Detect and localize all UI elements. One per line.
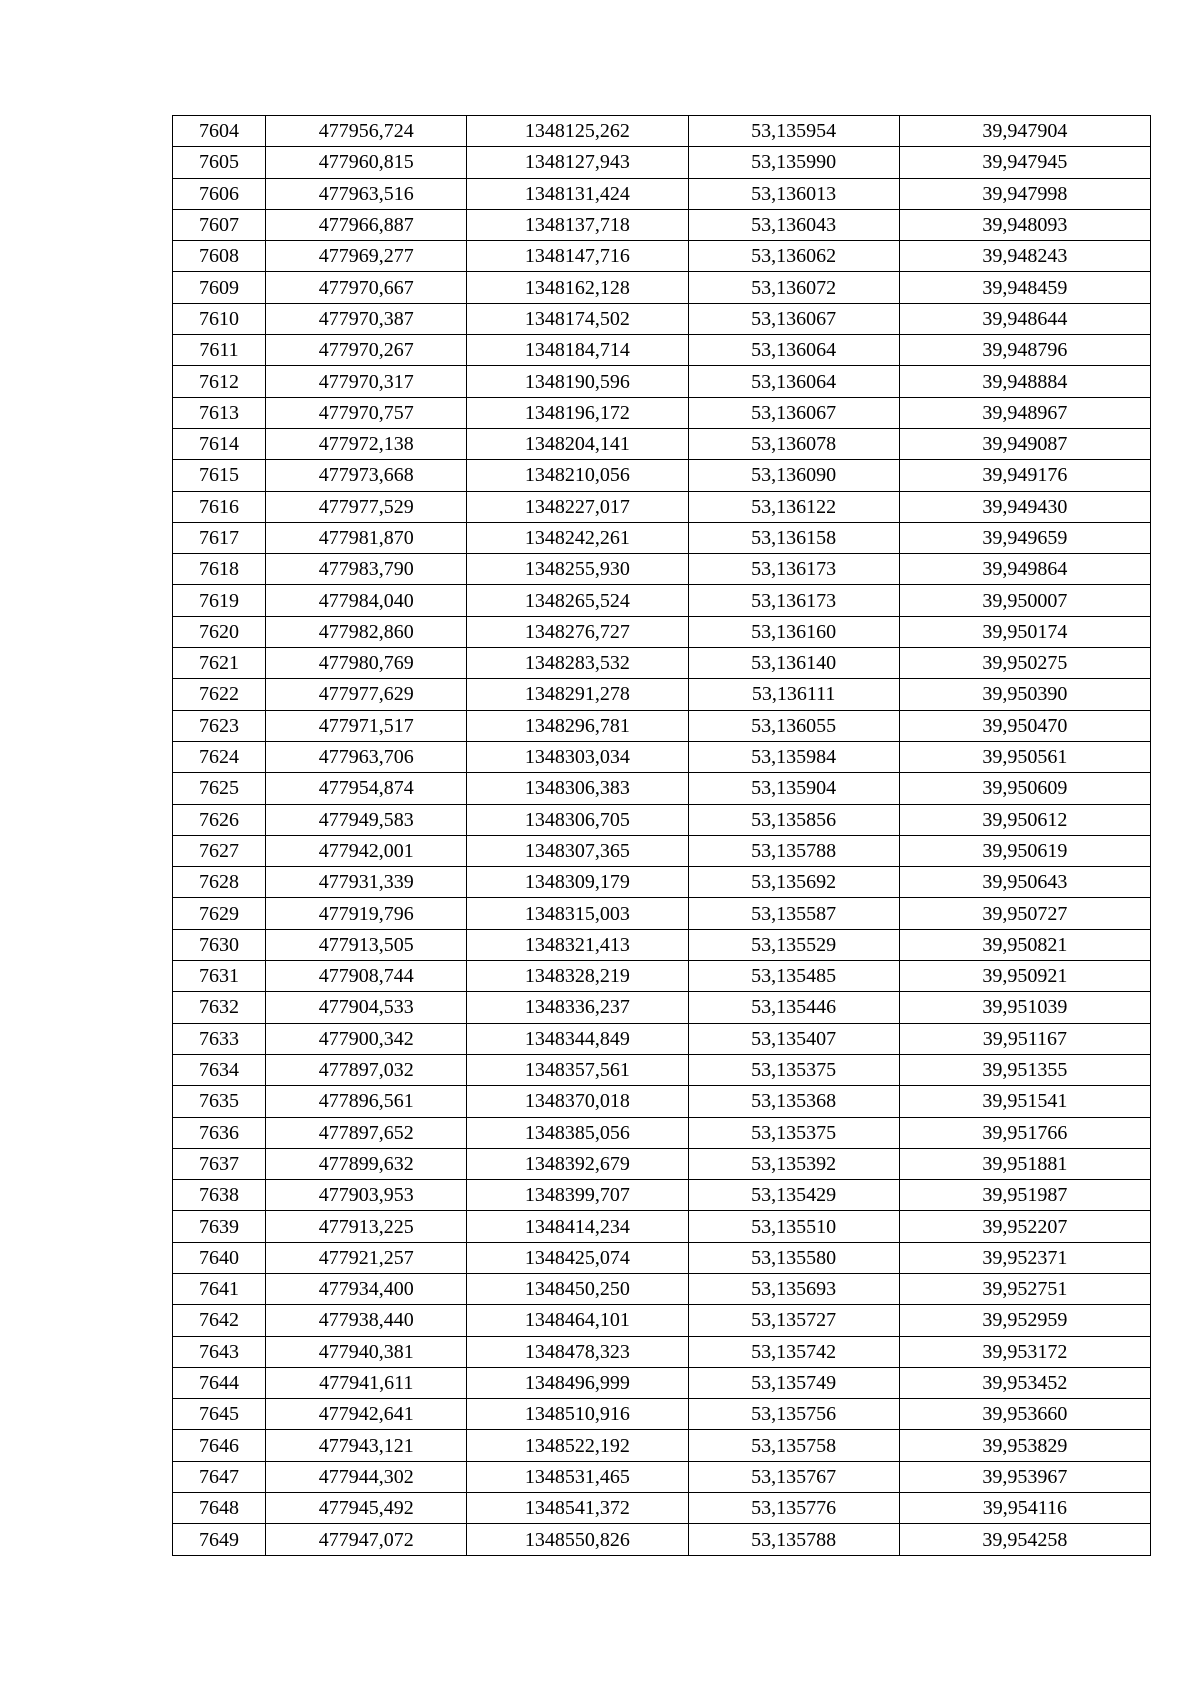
point-number-cell: 7639 (173, 1211, 266, 1242)
x-coordinate-cell: 477970,267 (266, 335, 467, 366)
point-number-cell: 7635 (173, 1086, 266, 1117)
longitude-cell: 39,949864 (899, 554, 1150, 585)
point-number-cell: 7610 (173, 303, 266, 334)
table-row (173, 1148, 1151, 1179)
table-row (173, 1023, 1151, 1054)
point-number-cell: 7629 (173, 898, 266, 929)
x-coordinate-cell: 477970,317 (266, 366, 467, 397)
table-row (173, 116, 1151, 147)
latitude-cell: 53,136064 (688, 335, 899, 366)
point-number-cell: 7614 (173, 428, 266, 459)
latitude-cell: 53,135742 (688, 1336, 899, 1367)
latitude-cell: 53,135368 (688, 1086, 899, 1117)
x-coordinate-cell: 477977,629 (266, 679, 467, 710)
longitude-cell: 39,951039 (899, 992, 1150, 1023)
longitude-cell: 39,950390 (899, 679, 1150, 710)
longitude-cell: 39,947998 (899, 178, 1150, 209)
table-row (173, 1461, 1151, 1492)
x-coordinate-cell: 477971,517 (266, 710, 467, 741)
latitude-cell: 53,136013 (688, 178, 899, 209)
x-coordinate-cell: 477921,257 (266, 1242, 467, 1273)
y-coordinate-cell: 1348464,101 (467, 1305, 688, 1336)
point-number-cell: 7604 (173, 116, 266, 147)
point-number-cell: 7607 (173, 209, 266, 240)
latitude-cell: 53,135485 (688, 961, 899, 992)
latitude-cell: 53,135580 (688, 1242, 899, 1273)
table-row (173, 1086, 1151, 1117)
latitude-cell: 53,135375 (688, 1117, 899, 1148)
y-coordinate-cell: 1348328,219 (467, 961, 688, 992)
x-coordinate-cell: 477941,611 (266, 1367, 467, 1398)
longitude-cell: 39,950921 (899, 961, 1150, 992)
y-coordinate-cell: 1348315,003 (467, 898, 688, 929)
x-coordinate-cell: 477954,874 (266, 773, 467, 804)
x-coordinate-cell: 477980,769 (266, 648, 467, 679)
x-coordinate-cell: 477982,860 (266, 616, 467, 647)
point-number-cell: 7608 (173, 241, 266, 272)
y-coordinate-cell: 1348147,716 (467, 241, 688, 272)
longitude-cell: 39,950821 (899, 929, 1150, 960)
table-row (173, 804, 1151, 835)
x-coordinate-cell: 477897,032 (266, 1054, 467, 1085)
y-coordinate-cell: 1348131,424 (467, 178, 688, 209)
point-number-cell: 7620 (173, 616, 266, 647)
y-coordinate-cell: 1348190,596 (467, 366, 688, 397)
x-coordinate-cell: 477940,381 (266, 1336, 467, 1367)
latitude-cell: 53,135693 (688, 1273, 899, 1304)
point-number-cell: 7644 (173, 1367, 266, 1398)
longitude-cell: 39,951355 (899, 1054, 1150, 1085)
y-coordinate-cell: 1348510,916 (467, 1399, 688, 1430)
y-coordinate-cell: 1348283,532 (467, 648, 688, 679)
point-number-cell: 7606 (173, 178, 266, 209)
longitude-cell: 39,950007 (899, 585, 1150, 616)
table-row (173, 992, 1151, 1023)
table-row (173, 428, 1151, 459)
latitude-cell: 53,136173 (688, 585, 899, 616)
point-number-cell: 7645 (173, 1399, 266, 1430)
table-row (173, 1242, 1151, 1273)
table-row (173, 710, 1151, 741)
point-number-cell: 7625 (173, 773, 266, 804)
point-number-cell: 7640 (173, 1242, 266, 1273)
point-number-cell: 7618 (173, 554, 266, 585)
table-row (173, 397, 1151, 428)
longitude-cell: 39,953829 (899, 1430, 1150, 1461)
longitude-cell: 39,949176 (899, 460, 1150, 491)
longitude-cell: 39,950470 (899, 710, 1150, 741)
x-coordinate-cell: 477984,040 (266, 585, 467, 616)
x-coordinate-cell: 477942,641 (266, 1399, 467, 1430)
longitude-cell: 39,950727 (899, 898, 1150, 929)
latitude-cell: 53,136055 (688, 710, 899, 741)
latitude-cell: 53,135446 (688, 992, 899, 1023)
y-coordinate-cell: 1348291,278 (467, 679, 688, 710)
latitude-cell: 53,135776 (688, 1493, 899, 1524)
point-number-cell: 7605 (173, 147, 266, 178)
latitude-cell: 53,135904 (688, 773, 899, 804)
latitude-cell: 53,136140 (688, 648, 899, 679)
point-number-cell: 7628 (173, 867, 266, 898)
y-coordinate-cell: 1348210,056 (467, 460, 688, 491)
longitude-cell: 39,952207 (899, 1211, 1150, 1242)
y-coordinate-cell: 1348306,705 (467, 804, 688, 835)
y-coordinate-cell: 1348385,056 (467, 1117, 688, 1148)
y-coordinate-cell: 1348425,074 (467, 1242, 688, 1273)
longitude-cell: 39,950275 (899, 648, 1150, 679)
latitude-cell: 53,135788 (688, 1524, 899, 1555)
table-row (173, 366, 1151, 397)
point-number-cell: 7626 (173, 804, 266, 835)
table-row (173, 616, 1151, 647)
y-coordinate-cell: 1348307,365 (467, 835, 688, 866)
point-number-cell: 7616 (173, 491, 266, 522)
point-number-cell: 7646 (173, 1430, 266, 1461)
x-coordinate-cell: 477963,516 (266, 178, 467, 209)
x-coordinate-cell: 477908,744 (266, 961, 467, 992)
y-coordinate-cell: 1348127,943 (467, 147, 688, 178)
latitude-cell: 53,135727 (688, 1305, 899, 1336)
x-coordinate-cell: 477960,815 (266, 147, 467, 178)
longitude-cell: 39,949659 (899, 522, 1150, 553)
table-row (173, 460, 1151, 491)
x-coordinate-cell: 477919,796 (266, 898, 467, 929)
x-coordinate-cell: 477900,342 (266, 1023, 467, 1054)
longitude-cell: 39,948884 (899, 366, 1150, 397)
latitude-cell: 53,135990 (688, 147, 899, 178)
table-row (173, 335, 1151, 366)
y-coordinate-cell: 1348478,323 (467, 1336, 688, 1367)
x-coordinate-cell: 477977,529 (266, 491, 467, 522)
latitude-cell: 53,135429 (688, 1180, 899, 1211)
table-row (173, 1524, 1151, 1555)
x-coordinate-cell: 477931,339 (266, 867, 467, 898)
x-coordinate-cell: 477949,583 (266, 804, 467, 835)
point-number-cell: 7617 (173, 522, 266, 553)
point-number-cell: 7631 (173, 961, 266, 992)
x-coordinate-cell: 477970,387 (266, 303, 467, 334)
longitude-cell: 39,947945 (899, 147, 1150, 178)
table-row (173, 835, 1151, 866)
x-coordinate-cell: 477966,887 (266, 209, 467, 240)
longitude-cell: 39,953172 (899, 1336, 1150, 1367)
latitude-cell: 53,136078 (688, 428, 899, 459)
table-row (173, 1054, 1151, 1085)
y-coordinate-cell: 1348255,930 (467, 554, 688, 585)
y-coordinate-cell: 1348296,781 (467, 710, 688, 741)
y-coordinate-cell: 1348184,714 (467, 335, 688, 366)
longitude-cell: 39,948243 (899, 241, 1150, 272)
x-coordinate-cell: 477913,225 (266, 1211, 467, 1242)
table-row (173, 585, 1151, 616)
y-coordinate-cell: 1348204,141 (467, 428, 688, 459)
y-coordinate-cell: 1348344,849 (467, 1023, 688, 1054)
x-coordinate-cell: 477904,533 (266, 992, 467, 1023)
y-coordinate-cell: 1348303,034 (467, 741, 688, 772)
latitude-cell: 53,136158 (688, 522, 899, 553)
table-row (173, 178, 1151, 209)
x-coordinate-cell: 477981,870 (266, 522, 467, 553)
y-coordinate-cell: 1348321,413 (467, 929, 688, 960)
table-row (173, 1430, 1151, 1461)
latitude-cell: 53,136067 (688, 303, 899, 334)
y-coordinate-cell: 1348541,372 (467, 1493, 688, 1524)
longitude-cell: 39,948644 (899, 303, 1150, 334)
x-coordinate-cell: 477945,492 (266, 1493, 467, 1524)
latitude-cell: 53,135375 (688, 1054, 899, 1085)
table-row (173, 272, 1151, 303)
y-coordinate-cell: 1348276,727 (467, 616, 688, 647)
x-coordinate-cell: 477938,440 (266, 1305, 467, 1336)
table-row (173, 961, 1151, 992)
point-number-cell: 7613 (173, 397, 266, 428)
point-number-cell: 7638 (173, 1180, 266, 1211)
point-number-cell: 7648 (173, 1493, 266, 1524)
point-number-cell: 7643 (173, 1336, 266, 1367)
table-row (173, 867, 1151, 898)
table-row (173, 1399, 1151, 1430)
y-coordinate-cell: 1348550,826 (467, 1524, 688, 1555)
x-coordinate-cell: 477970,757 (266, 397, 467, 428)
point-number-cell: 7630 (173, 929, 266, 960)
table-row (173, 1336, 1151, 1367)
longitude-cell: 39,951987 (899, 1180, 1150, 1211)
longitude-cell: 39,953452 (899, 1367, 1150, 1398)
table-row (173, 1305, 1151, 1336)
longitude-cell: 39,950619 (899, 835, 1150, 866)
latitude-cell: 53,135954 (688, 116, 899, 147)
y-coordinate-cell: 1348196,172 (467, 397, 688, 428)
y-coordinate-cell: 1348414,234 (467, 1211, 688, 1242)
latitude-cell: 53,135767 (688, 1461, 899, 1492)
latitude-cell: 53,135510 (688, 1211, 899, 1242)
point-number-cell: 7634 (173, 1054, 266, 1085)
longitude-cell: 39,950174 (899, 616, 1150, 647)
table-row (173, 1180, 1151, 1211)
y-coordinate-cell: 1348357,561 (467, 1054, 688, 1085)
point-number-cell: 7622 (173, 679, 266, 710)
y-coordinate-cell: 1348174,502 (467, 303, 688, 334)
x-coordinate-cell: 477970,667 (266, 272, 467, 303)
y-coordinate-cell: 1348227,017 (467, 491, 688, 522)
point-number-cell: 7637 (173, 1148, 266, 1179)
table-row (173, 1273, 1151, 1304)
latitude-cell: 53,136173 (688, 554, 899, 585)
table-row (173, 773, 1151, 804)
point-number-cell: 7612 (173, 366, 266, 397)
latitude-cell: 53,135788 (688, 835, 899, 866)
latitude-cell: 53,135984 (688, 741, 899, 772)
longitude-cell: 39,950612 (899, 804, 1150, 835)
x-coordinate-cell: 477944,302 (266, 1461, 467, 1492)
x-coordinate-cell: 477972,138 (266, 428, 467, 459)
latitude-cell: 53,136090 (688, 460, 899, 491)
point-number-cell: 7649 (173, 1524, 266, 1555)
y-coordinate-cell: 1348125,262 (467, 116, 688, 147)
x-coordinate-cell: 477943,121 (266, 1430, 467, 1461)
y-coordinate-cell: 1348137,718 (467, 209, 688, 240)
y-coordinate-cell: 1348242,261 (467, 522, 688, 553)
point-number-cell: 7623 (173, 710, 266, 741)
point-number-cell: 7621 (173, 648, 266, 679)
table-row (173, 898, 1151, 929)
y-coordinate-cell: 1348496,999 (467, 1367, 688, 1398)
longitude-cell: 39,952751 (899, 1273, 1150, 1304)
latitude-cell: 53,135692 (688, 867, 899, 898)
point-number-cell: 7624 (173, 741, 266, 772)
longitude-cell: 39,950609 (899, 773, 1150, 804)
longitude-cell: 39,954258 (899, 1524, 1150, 1555)
longitude-cell: 39,951881 (899, 1148, 1150, 1179)
latitude-cell: 53,135587 (688, 898, 899, 929)
point-number-cell: 7641 (173, 1273, 266, 1304)
latitude-cell: 53,136062 (688, 241, 899, 272)
latitude-cell: 53,136122 (688, 491, 899, 522)
latitude-cell: 53,135529 (688, 929, 899, 960)
y-coordinate-cell: 1348309,179 (467, 867, 688, 898)
longitude-cell: 39,950561 (899, 741, 1150, 772)
x-coordinate-cell: 477903,953 (266, 1180, 467, 1211)
point-number-cell: 7619 (173, 585, 266, 616)
x-coordinate-cell: 477934,400 (266, 1273, 467, 1304)
latitude-cell: 53,135856 (688, 804, 899, 835)
x-coordinate-cell: 477913,505 (266, 929, 467, 960)
table-row (173, 1211, 1151, 1242)
point-number-cell: 7647 (173, 1461, 266, 1492)
table-row (173, 648, 1151, 679)
longitude-cell: 39,951541 (899, 1086, 1150, 1117)
table-row (173, 241, 1151, 272)
x-coordinate-cell: 477947,072 (266, 1524, 467, 1555)
longitude-cell: 39,951766 (899, 1117, 1150, 1148)
y-coordinate-cell: 1348306,383 (467, 773, 688, 804)
longitude-cell: 39,948093 (899, 209, 1150, 240)
y-coordinate-cell: 1348522,192 (467, 1430, 688, 1461)
latitude-cell: 53,135392 (688, 1148, 899, 1179)
table-row (173, 1367, 1151, 1398)
longitude-cell: 39,949430 (899, 491, 1150, 522)
x-coordinate-cell: 477963,706 (266, 741, 467, 772)
table-row (173, 1493, 1151, 1524)
latitude-cell: 53,136111 (688, 679, 899, 710)
point-number-cell: 7636 (173, 1117, 266, 1148)
table-row (173, 929, 1151, 960)
x-coordinate-cell: 477969,277 (266, 241, 467, 272)
longitude-cell: 39,947904 (899, 116, 1150, 147)
y-coordinate-cell: 1348531,465 (467, 1461, 688, 1492)
latitude-cell: 53,136043 (688, 209, 899, 240)
point-number-cell: 7611 (173, 335, 266, 366)
y-coordinate-cell: 1348370,018 (467, 1086, 688, 1117)
point-number-cell: 7627 (173, 835, 266, 866)
table-row (173, 522, 1151, 553)
longitude-cell: 39,952959 (899, 1305, 1150, 1336)
latitude-cell: 53,136160 (688, 616, 899, 647)
y-coordinate-cell: 1348392,679 (467, 1148, 688, 1179)
y-coordinate-cell: 1348450,250 (467, 1273, 688, 1304)
y-coordinate-cell: 1348399,707 (467, 1180, 688, 1211)
longitude-cell: 39,952371 (899, 1242, 1150, 1273)
longitude-cell: 39,948796 (899, 335, 1150, 366)
y-coordinate-cell: 1348162,128 (467, 272, 688, 303)
point-number-cell: 7609 (173, 272, 266, 303)
latitude-cell: 53,136067 (688, 397, 899, 428)
longitude-cell: 39,948967 (899, 397, 1150, 428)
x-coordinate-cell: 477897,652 (266, 1117, 467, 1148)
latitude-cell: 53,135749 (688, 1367, 899, 1398)
table-row (173, 147, 1151, 178)
longitude-cell: 39,953660 (899, 1399, 1150, 1430)
point-number-cell: 7642 (173, 1305, 266, 1336)
longitude-cell: 39,953967 (899, 1461, 1150, 1492)
coordinates-table-body (173, 116, 1151, 1556)
table-row (173, 303, 1151, 334)
longitude-cell: 39,948459 (899, 272, 1150, 303)
latitude-cell: 53,135407 (688, 1023, 899, 1054)
latitude-cell: 53,135758 (688, 1430, 899, 1461)
latitude-cell: 53,136064 (688, 366, 899, 397)
latitude-cell: 53,136072 (688, 272, 899, 303)
x-coordinate-cell: 477973,668 (266, 460, 467, 491)
x-coordinate-cell: 477942,001 (266, 835, 467, 866)
longitude-cell: 39,951167 (899, 1023, 1150, 1054)
latitude-cell: 53,135756 (688, 1399, 899, 1430)
longitude-cell: 39,954116 (899, 1493, 1150, 1524)
table-row (173, 679, 1151, 710)
table-row (173, 554, 1151, 585)
x-coordinate-cell: 477956,724 (266, 116, 467, 147)
y-coordinate-cell: 1348336,237 (467, 992, 688, 1023)
table-row (173, 491, 1151, 522)
coordinates-table (172, 115, 1151, 1556)
x-coordinate-cell: 477899,632 (266, 1148, 467, 1179)
y-coordinate-cell: 1348265,524 (467, 585, 688, 616)
longitude-cell: 39,949087 (899, 428, 1150, 459)
point-number-cell: 7633 (173, 1023, 266, 1054)
table-row (173, 1117, 1151, 1148)
point-number-cell: 7632 (173, 992, 266, 1023)
table-row (173, 209, 1151, 240)
longitude-cell: 39,950643 (899, 867, 1150, 898)
table-row (173, 741, 1151, 772)
x-coordinate-cell: 477896,561 (266, 1086, 467, 1117)
x-coordinate-cell: 477983,790 (266, 554, 467, 585)
point-number-cell: 7615 (173, 460, 266, 491)
